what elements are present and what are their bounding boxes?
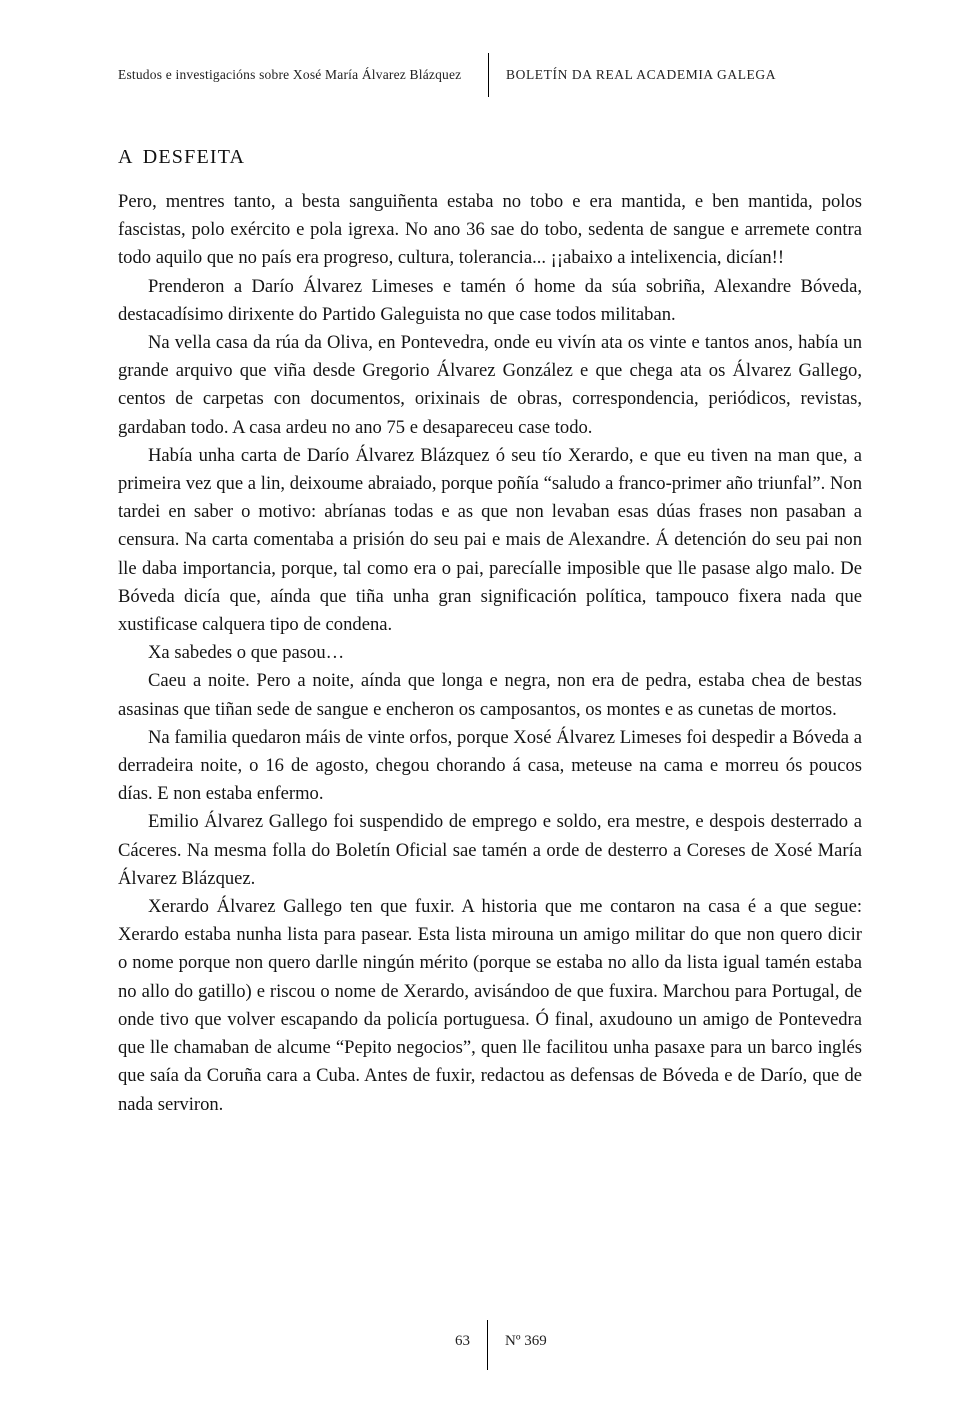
article-body: [118, 188, 862, 1119]
paragraph: Na vella casa da rúa da Oliva, en Pontevedra, onde eu vivín ata os vinte e tantos anos, había un grande arquivo que viña desde Gregorio Álvarez González e que chega ata os Álvarez Gallego, centos de carpetas con documentos, orixinais de obras, correspondencia, periódicos, revistas, gardaban todo. A casa ardeu no ano 75 e desapareceu case todo.: [118, 332, 862, 438]
header-running-title: Estudos e investigacións sobre Xosé María Álvarez Blázquez: [118, 67, 462, 82]
paragraph: Había unha carta de Darío Álvarez Blázquez ó seu tío Xerardo, e que eu tiven na man que, a primeira vez que a lin, deixoume abraiado, porque poñía “saludo a franco-primer año triunfal”. Non tardei en saber o motivo: abríanas todas e as que non levaban esas dúas frases non pasaban a censura. Na carta comentaba a prisión do seu pai e mais de Alexandre. Á detención do seu pai non lle daba importancia, porque, tal como era o pai, parecíalle imposible que lle pasase algo malo. De Bóveda dicía que, aínda que tiña unha gran significación política, tampouco fixera nada que xustificase calquera tipo de condena.: [118, 444, 862, 636]
paragraph: Na familia quedaron máis de vinte orfos, porque Xosé Álvarez Limeses foi despedir a Bóveda a derradeira noite, o 16 de agosto, chegou chorando á casa, meteuse na cama e morreu ós poucos días. E non estaba enfermo.: [118, 726, 862, 805]
paragraph: Prenderon a Darío Álvarez Limeses e tamén ó home da súa sobriña, Alexandre Bóveda, destacadísimo dirixente do Partido Galeguista no que case todos militaban.: [118, 275, 862, 325]
paragraph: Xerardo Álvarez Gallego ten que fuxir. A historia que me contaron na casa é a que segue: Xerardo estaba nunha lista para pasear. Esta lista mirouna un amigo militar do que non quero dicir o nome porque non quero darlle ningún mérito (porque se estaba no allo da lista igual tamén estaba no allo do gatillo) e riscou o nome de Xerardo, avisándoo de que fuxira. Marchou para Portugal, de onde tivo que volver escapando da policía portuguesa. Ó final, axudouno un amigo de Pontevedra que lle chamaban de alcume “Pepito negocios”, quen lle facilitou unha pasaxe para un barco inglés que saía da Coruña cara a Cuba. Antes de fuxir, redactou as defensas de Bóveda e de Darío, que de nada serviron.: [118, 896, 862, 1115]
header-divider: [488, 53, 489, 97]
paragraph: Xa sabedes o que pasou…: [148, 642, 345, 664]
paragraph: Emilio Álvarez Gallego foi suspendido de emprego e soldo, era mestre, e despois desterrado a Cáceres. Na mesma folla do Boletín Oficial sae tamén a orde de desterro a Coreses de Xosé María Álvarez Blázquez.: [118, 811, 862, 889]
page-footer: [0, 1320, 975, 1370]
footer-divider: [487, 1320, 488, 1370]
header-journal-title: BOLETÍN DA REAL ACADEMIA GALEGA: [506, 67, 777, 82]
footer-page-number: 63: [455, 1333, 470, 1349]
footer-issue-number: Nº 369: [505, 1333, 547, 1349]
page-header: [118, 53, 880, 97]
paragraph: Pero, mentres tanto, a besta sanguiñenta estaba no tobo e era mantida, e ben mantida, polos fascistas, polo exército e pola igrexa. No ano 36 sae do tobo, sedenta de sangue e arremete contra todo aquilo que no país era progreso, cultura, tolerancia... ¡¡abaixo a intelixencia, dicían!!: [118, 191, 862, 269]
page-title: A DESFEITA: [118, 146, 246, 168]
paragraph: Caeu a noite. Pero a noite, aínda que longa e negra, non era de pedra, estaba chea de bestas asasinas que tiñan sede de sangue e encheron os camposantos, os montes e as cunetas de mortos.: [118, 670, 862, 720]
